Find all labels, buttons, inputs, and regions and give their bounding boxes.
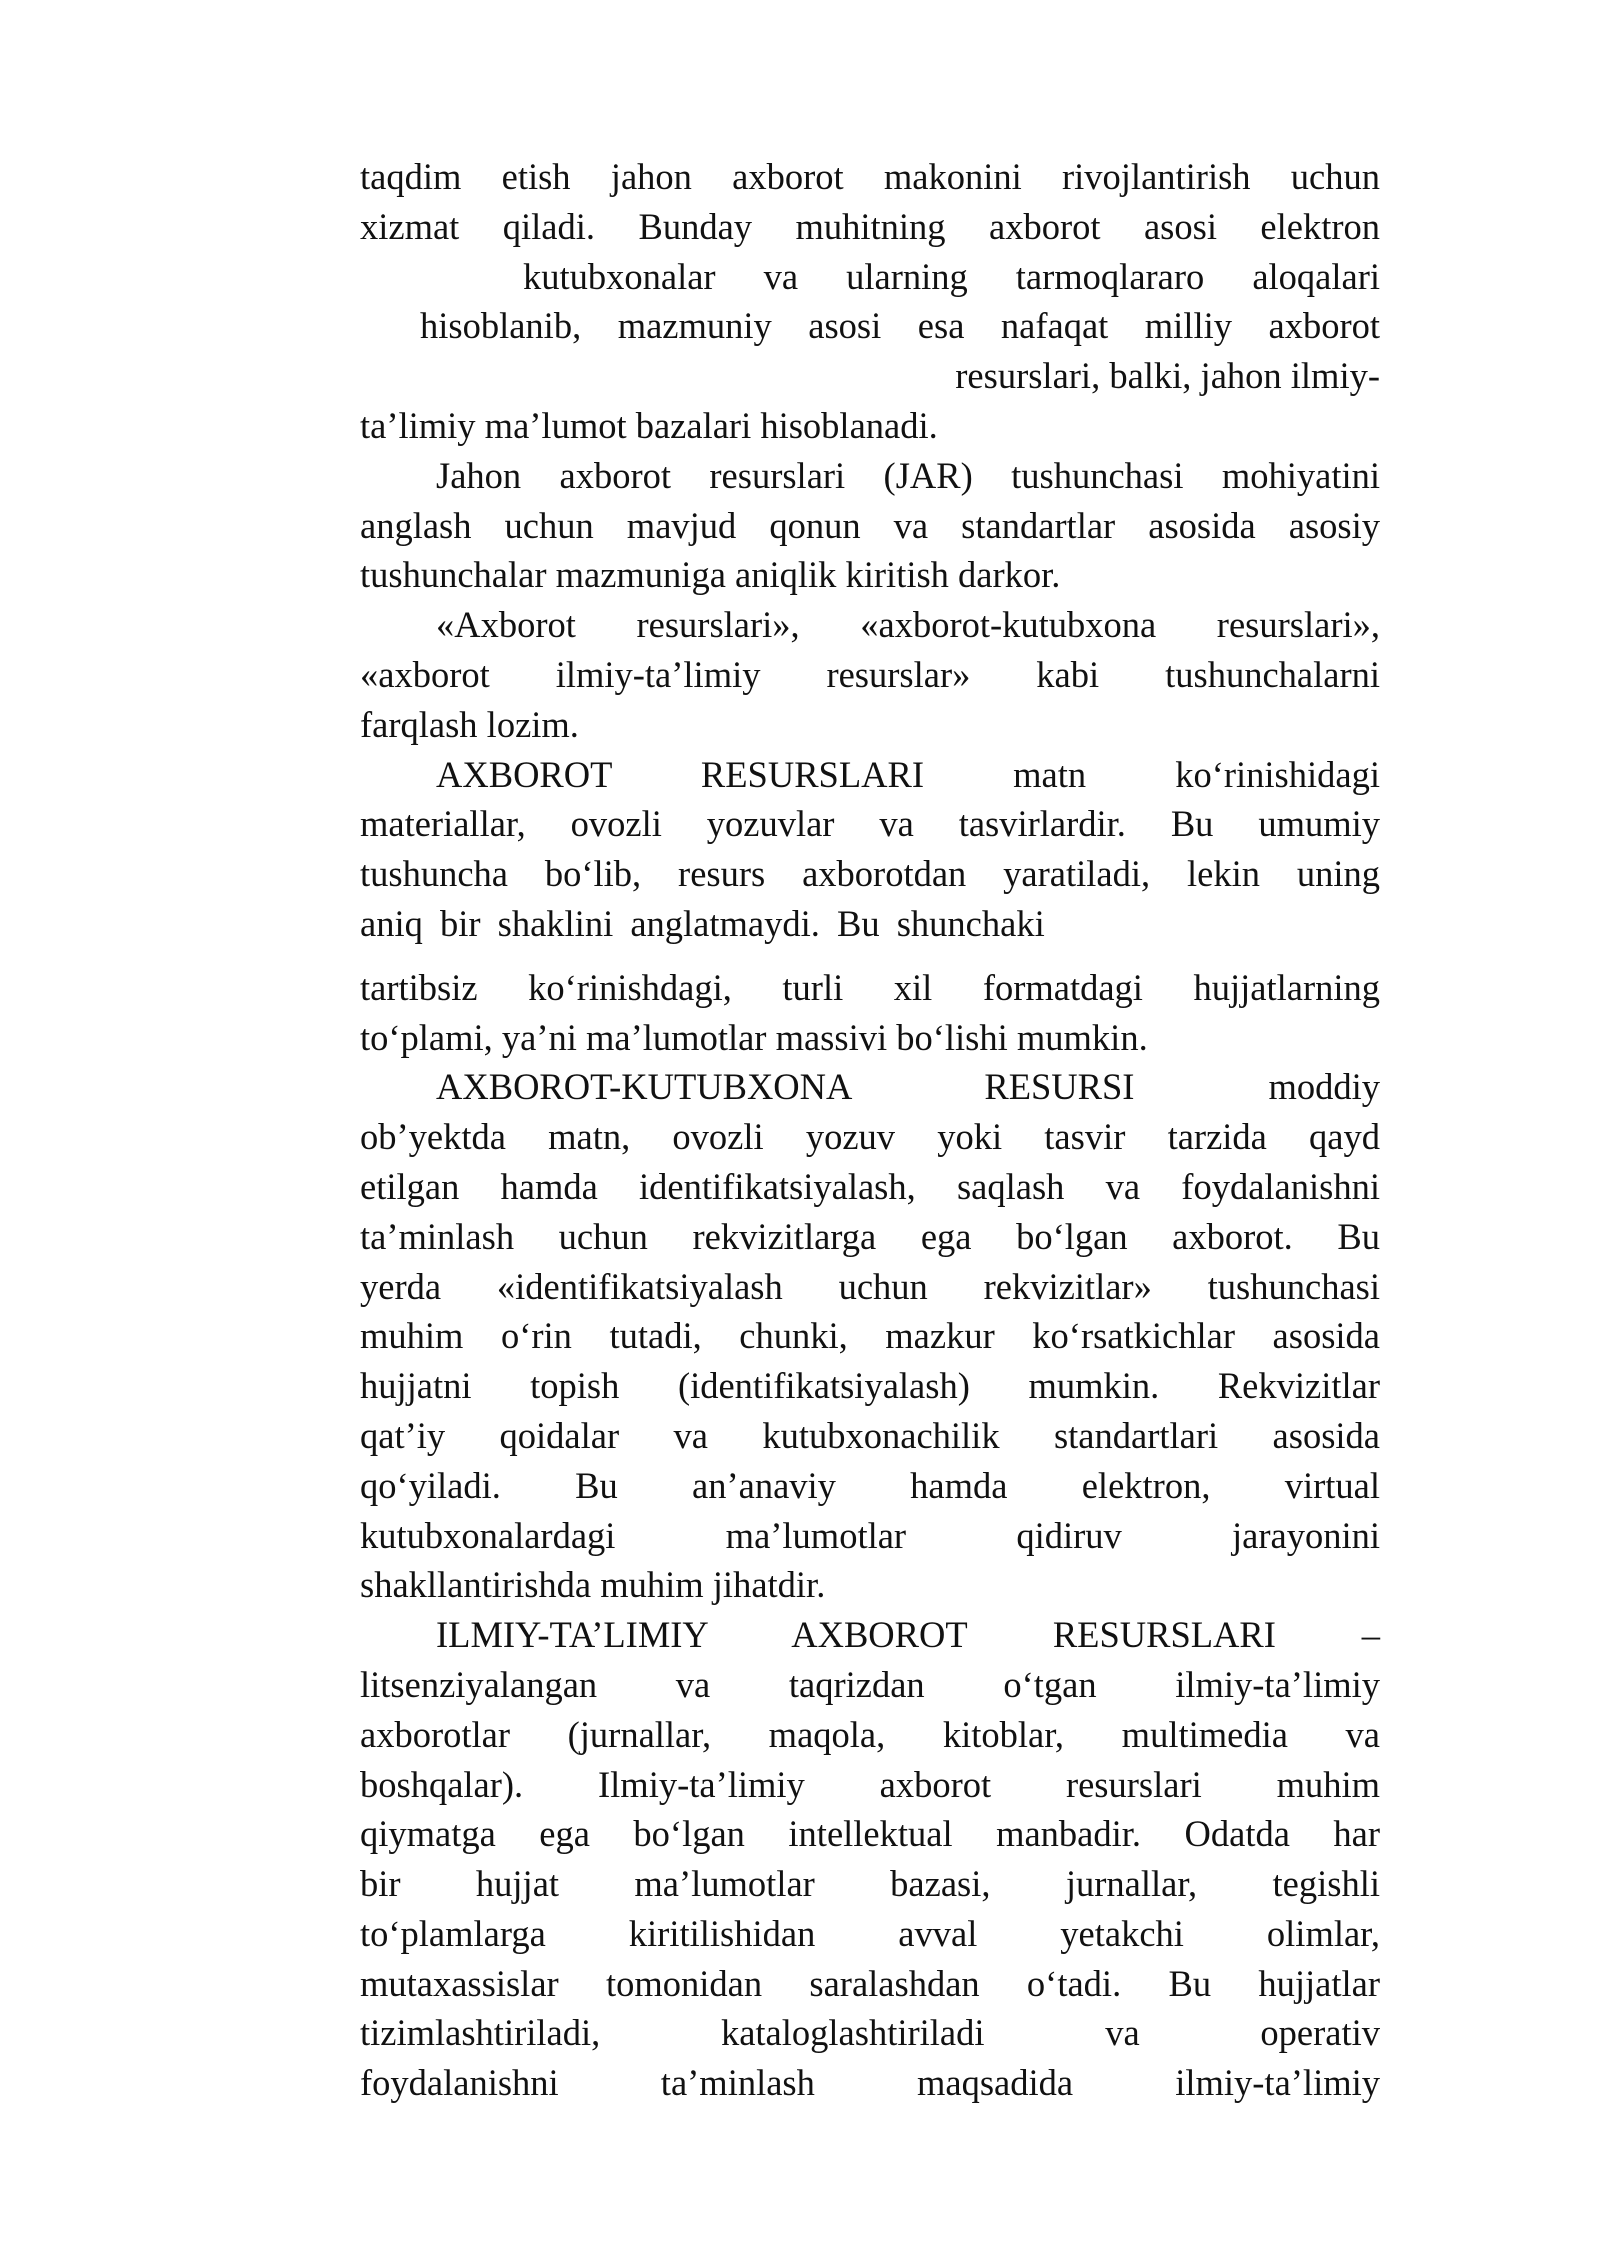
text-line: shakllantirishda muhim jihatdir. [360,1564,826,1606]
paragraph-first-line: Jahon axborot resurslari (JAR) tushunchasi mohiyatini [436,454,1380,496]
text-line: bir hujjat ma’lumotlar bazasi, jurnallar, tegishli [360,1863,1380,1905]
paragraph-first-line: AXBOROT-KUTUBXONA RESURSI moddiy [436,1066,1380,1108]
text-line: «axborot ilmiy-ta’limiy resurslar» kabi tushunchalarni [360,653,1380,695]
text-line: to‘plamlarga kiritilishidan avval yetakchi olimlar, [360,1912,1380,1954]
paragraph-first-line: AXBOROT RESURSLARI matn ko‘rinishidagi [436,753,1380,795]
text-line: axborotlar (jurnallar, maqola, kitoblar, multimedia va [360,1713,1380,1755]
text-line: kutubxonalar va ularning tarmoqlararo aloqalari [523,255,1380,297]
text-line: foydalanishni ta’minlash maqsadida ilmiy-ta’limiy [360,2062,1380,2104]
text-line: xizmat qiladi. Bunday muhitning axborot asosi elektron [360,205,1380,247]
line-gap [360,949,1380,963]
text-line: to‘plami, ya’ni ma’lumotlar massivi bo‘lishi mumkin. [360,1016,1148,1058]
text-line: resurslari, balki, jahon ilmiy- [955,355,1380,397]
text-line: materiallar, ovozli yozuvlar va tasvirlardir. Bu umumiy [360,803,1380,845]
body-text [360,152,1380,2108]
text-line: ob’yektda matn, ovozli yozuv yoki tasvir tarzida qayd [360,1116,1380,1158]
text-line: aniq bir shaklini anglatmaydi. Bu shunchaki [360,902,1045,944]
text-line: hujjatni topish (identifikatsiyalash) mumkin. Rekvizitlar [360,1365,1380,1407]
text-line: taqdim etish jahon axborot makonini rivojlantirish uchun [360,156,1380,197]
text-line: yerda «identifikatsiyalash uchun rekvizitlar» tushunchasi [360,1265,1380,1307]
text-line: tushuncha bo‘lib, resurs axborotdan yaratiladi, lekin uning [360,853,1380,895]
text-line: farqlash lozim. [360,703,579,745]
text-line: ta’minlash uchun rekvizitlarga ega bo‘lgan axborot. Bu [360,1215,1380,1257]
text-line: qo‘yiladi. Bu an’anaviy hamda elektron, virtual [360,1464,1380,1506]
text-line: hisoblanib, mazmuniy asosi esa nafaqat milliy axborot [420,305,1380,347]
text-line: tartibsiz ko‘rinishdagi, turli xil formatdagi hujjatlarning [360,966,1380,1008]
paragraph-first-line: «Axborot resurslari», «axborot-kutubxona resurslari», [436,604,1380,646]
paragraph-first-line: ILMIY-TA’LIMIY AXBOROT RESURSLARI – [436,1614,1380,1656]
text-line: litsenziyalangan va taqrizdan o‘tgan ilmiy-ta’limiy [360,1663,1380,1705]
text-line: qat’iy qoidalar va kutubxonachilik standartlari asosida [360,1414,1380,1456]
text-line: mutaxassislar tomonidan saralashdan o‘tadi. Bu hujjatlar [360,1962,1380,2004]
text-line: etilgan hamda identifikatsiyalash, saqlash va foydalanishni [360,1165,1380,1207]
text-line: ta’limiy ma’lumot bazalari hisoblanadi. [360,404,938,446]
text-line: qiymatga ega bo‘lgan intellektual manbadir. Odatda har [360,1813,1380,1855]
text-line: tushunchalar mazmuniga aniqlik kiritish darkor. [360,554,1061,596]
text-line: boshqalar). Ilmiy-ta’limiy axborot resurslari muhim [360,1763,1380,1805]
text-line: kutubxonalardagi ma’lumotlar qidiruv jarayonini [360,1514,1380,1556]
text-line: muhim o‘rin tutadi, chunki, mazkur ko‘rsatkichlar asosida [360,1315,1380,1357]
text-line: tizimlashtiriladi, kataloglashtiriladi va operativ [360,2012,1380,2054]
text-line: anglash uchun mavjud qonun va standartlar asosida asosiy [360,504,1380,546]
